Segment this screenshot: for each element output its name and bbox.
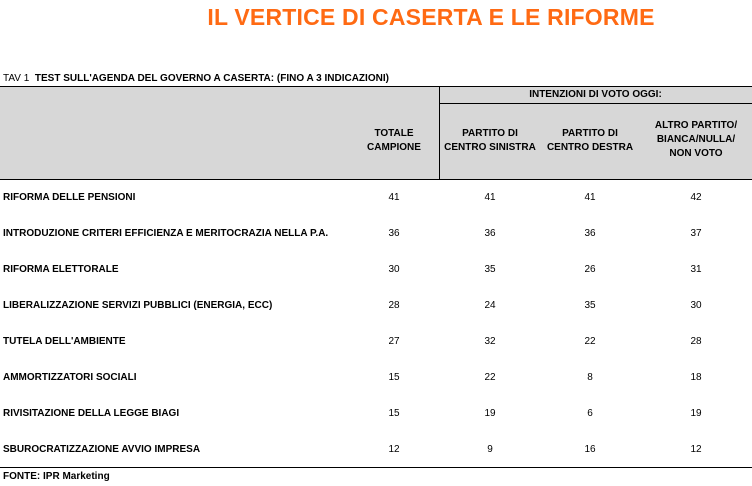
cell-center-left: 35 xyxy=(484,264,496,275)
table-row xyxy=(0,396,752,432)
col-header-total xyxy=(356,127,432,155)
col-header-other xyxy=(640,119,752,161)
cell-center-right: 41 xyxy=(584,192,596,203)
table-row xyxy=(0,324,752,360)
cell-center-right: 22 xyxy=(584,336,596,347)
cell-center-right: 6 xyxy=(587,408,593,419)
table-number: TAV 1 xyxy=(3,73,30,84)
row-label: TUTELA DELL'AMBIENTE xyxy=(3,336,126,347)
col-header-other-line2: BIANCA/NULLA/ xyxy=(656,134,736,145)
cell-other: 30 xyxy=(690,300,702,311)
col-header-other-line3: NON VOTO xyxy=(669,148,723,159)
col-header-total-line2: CAMPIONE xyxy=(367,142,421,153)
cell-center-left: 41 xyxy=(484,192,496,203)
col-header-center-left-line2: CENTRO SINISTRA xyxy=(444,142,536,153)
col-header-center-left xyxy=(440,127,540,155)
col-header-center-left-line1: PARTITO DI xyxy=(462,128,518,139)
cell-center-right: 16 xyxy=(584,444,596,455)
cell-total: 30 xyxy=(388,264,400,275)
col-header-center-right-line2: CENTRO DESTRA xyxy=(546,142,634,153)
cell-other: 12 xyxy=(690,444,702,455)
col-header-center-right xyxy=(540,127,640,155)
cell-other: 28 xyxy=(690,336,702,347)
row-label: INTRODUZIONE CRITERI EFFICIENZA E MERITOCRAZIA NELLA P.A. xyxy=(3,228,329,239)
col-header-other-line1: ALTRO PARTITO/ xyxy=(654,120,738,131)
source-note: FONTE: IPR Marketing xyxy=(3,471,110,482)
cell-center-right: 8 xyxy=(587,372,593,383)
row-label: RIVISITAZIONE DELLA LEGGE BIAGI xyxy=(3,408,180,419)
table-row xyxy=(0,252,752,288)
group-divider xyxy=(439,103,752,104)
cell-center-left: 24 xyxy=(484,300,496,311)
cell-total: 12 xyxy=(388,444,400,455)
table-row xyxy=(0,288,752,324)
cell-total: 28 xyxy=(388,300,400,311)
row-label: AMMORTIZZATORI SOCIALI xyxy=(3,372,137,383)
row-label: SBUROCRATIZZAZIONE AVVIO IMPRESA xyxy=(3,444,201,455)
cell-total: 41 xyxy=(388,192,400,203)
page-title: IL VERTICE DI CASERTA E LE RIFORME xyxy=(207,4,655,30)
col-header-total-line1: TOTALE xyxy=(374,128,414,139)
cell-total: 15 xyxy=(388,372,400,383)
cell-other: 31 xyxy=(690,264,702,275)
table-row xyxy=(0,216,752,252)
row-label: RIFORMA ELETTORALE xyxy=(3,264,119,275)
cell-center-right: 36 xyxy=(584,228,596,239)
cell-total: 36 xyxy=(388,228,400,239)
cell-center-right: 26 xyxy=(584,264,596,275)
table-row xyxy=(0,360,752,396)
cell-center-left: 9 xyxy=(487,444,493,455)
row-label: RIFORMA DELLE PENSIONI xyxy=(3,192,136,203)
cell-total: 27 xyxy=(388,336,400,347)
cell-center-left: 32 xyxy=(484,336,496,347)
col-header-center-right-line1: PARTITO DI xyxy=(562,128,618,139)
row-label: LIBERALIZZAZIONE SERVIZI PUBBLICI (ENERGIA, ECC) xyxy=(3,300,273,311)
table-row xyxy=(0,432,752,468)
table-caption xyxy=(3,73,389,84)
cell-total: 15 xyxy=(388,408,400,419)
cell-center-left: 36 xyxy=(484,228,496,239)
cell-center-right: 35 xyxy=(584,300,596,311)
table-caption-text: TEST SULL'AGENDA DEL GOVERNO A CASERTA: (FINO A 3 INDICAZIONI) xyxy=(34,73,389,84)
group-header-voting-intentions: INTENZIONI DI VOTO OGGI: xyxy=(529,89,662,100)
cell-other: 42 xyxy=(690,192,702,203)
cell-center-left: 19 xyxy=(484,408,496,419)
cell-other: 19 xyxy=(690,408,702,419)
cell-other: 37 xyxy=(690,228,702,239)
table-row xyxy=(0,180,752,216)
cell-center-left: 22 xyxy=(484,372,496,383)
cell-other: 18 xyxy=(690,372,702,383)
table-bottom-border xyxy=(0,467,752,468)
